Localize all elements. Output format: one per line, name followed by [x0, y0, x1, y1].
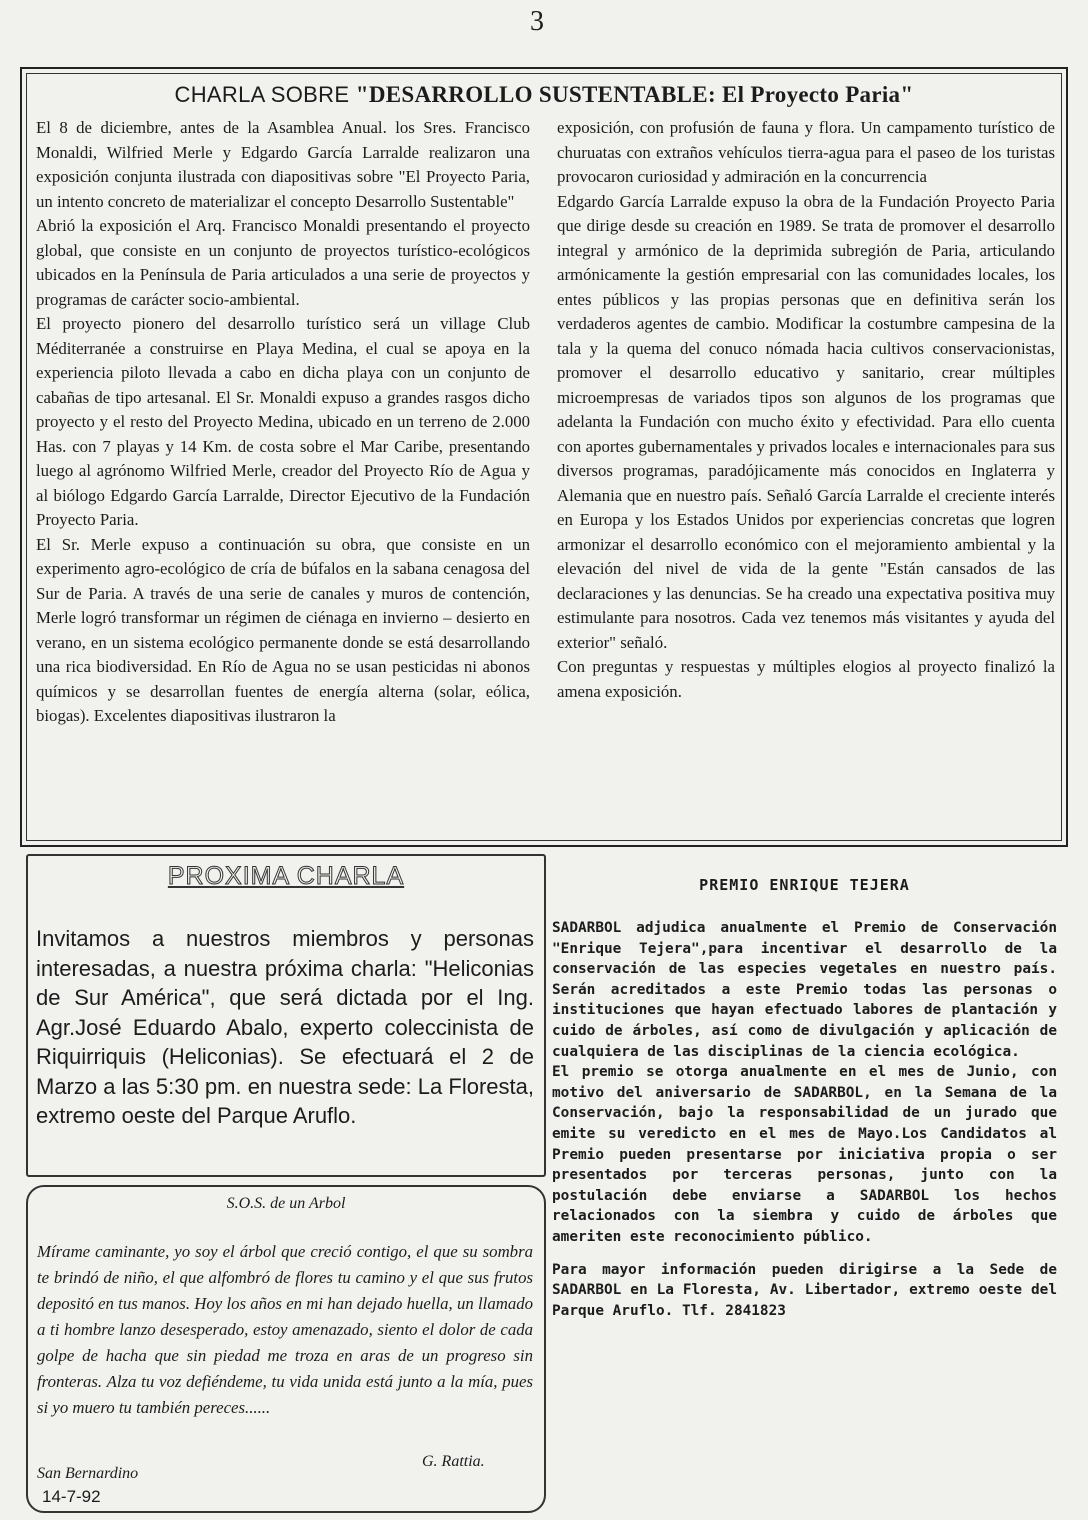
article-paragraph: El 8 de diciembre, antes de la Asamblea Anual. los Sres. Francisco Monaldi, Wilfried Merle y Edgardo García Larralde realizaron una exposición conjunta ilustrada con diapositivas sobre "El Proyecto Paria, un intento concreto de materializar el concepto Desarrollo Sustentable" — [36, 118, 530, 211]
premio-paragraph: SADARBOL adjudica anualmente el Premio de Conservación "Enrique Tejera",para incentivar el desarrollo de la conservación de las especies vegetales en nuestro país. Serán acreditados a este Premio todas las personas o instituciones que hayan efectuado labores de plantación y cuido de árboles, así como de divulgación y aplicación de cualquiera de las disciplinas de la ciencia ecológica. — [552, 920, 1057, 1060]
article-frame — [20, 67, 1068, 847]
poem-place: San Bernardino — [37, 1465, 139, 1482]
page-number: 3 — [530, 6, 544, 37]
poem-title: S.O.S. de un Arbol — [226, 1195, 346, 1212]
poem-author: G. Rattia. — [422, 1453, 485, 1470]
premio-contact: Para mayor información pueden dirigirse a la Sede de SADARBOL en La Floresta, Av. Libertador, extremo oeste del Parque Aruflo. Tlf. 2841823 — [552, 1261, 1057, 1319]
article-inner-frame — [26, 73, 1062, 841]
proxima-charla-box — [26, 854, 546, 1177]
article-title-main: "DESARROLLO SUSTENTABLE: El Proyecto Paria" — [355, 82, 914, 107]
article-paragraph: El proyecto pionero del desarrollo turístico será un village Club Méditerranée a construirse en Playa Medina, el cual se apoya en la experiencia piloto llevada a cabo en dicha playa con un conjunto de cabañas de tipo artesanal. El Sr. Monaldi expuso a grandes rasgos dicho proyecto y el resto del Proyecto Medina, ubicado en un terreno de 2.000 Has. con 7 playas y 14 Km. de costa sobre el Mar Caribe, presentando luego al agrónomo Wilfried Merle, creador del Proyecto Río de Agua y al biólogo Edgardo García Larralde, Director Ejecutivo de la Fundación Proyecto Paria. — [36, 314, 530, 529]
article-title-prefix: CHARLA SOBRE — [174, 82, 350, 107]
premio-paragraph: El premio se otorga anualmente en el mes de Junio, con motivo del aniversario de SADARBOL, en la Semana de la Conservación, bajo la responsabilidad de un jurado que emite su veredicto en el mes de Mayo.Los Candidatos al Premio pueden presentarse por iniciativa propia o ser presentados por terceras personas, junto con la postulación debe enviarse a SADARBOL los hechos relacionados con la siembra y cuido de árboles que ameriten este reconocimiento público. — [552, 1064, 1057, 1245]
proxima-charla-text: Invitamos a nuestros miembros y personas interesadas, a nuestra próxima charla: "Heliconias de Sur América", que será dictada por el Ing. Agr.José Eduardo Abalo, experto coleccinista de Riquirriquis (Heliconias). Se efectuará el 2 de Marzo a las 5:30 pm. en nuestra sede: La Floresta, extremo oeste del Parque Aruflo. — [36, 926, 534, 1128]
premio-title: PREMIO ENRIQUE TEJERA — [699, 876, 910, 894]
proxima-charla-heading: PROXIMA CHARLA — [167, 862, 405, 890]
poem-box — [26, 1185, 546, 1513]
article-paragraph: Edgardo García Larralde expuso la obra de la Fundación Proyecto Paria que dirige desde su creación en 1989. Se trata de promover el desarrollo integral y armónico de la deprimida subregión de Paria, articulando armónicamente la gestión empresarial con las comunidades locales, los entes públicos y las propias personas que en definitiva serán los verdaderos agentes de cambio. Modificar la costumbre campesina de la tala y la quema del conuco nómada hacia cultivos conservacionistas, promover el desarrollo educativo y sanitario, crear múltiples microempresas de variados tipos son algunos de los programas que adelanta la Fundación con mucho éxito y efectividad. Para ello cuenta con aportes gubernamentales y privados locales e internacionales para sus diversos programas, paradójicamente más conocidos en Inglaterra y Alemania que en nuestro país. Señaló García Larralde el creciente interés en Europa y los Estados Unidos por experiencias concretas que logren armonizar el desarrollo económico con el mejoramiento ambiental y la elevación del nivel de vida de la gente "Están cansados de las declaraciones y las denuncias. Se ha creado una expectativa positiva muy estimulante para nosotros. Cada vez tenemos más visitantes y ayuda del exterior" señaló. — [557, 191, 1055, 652]
article-left-column — [36, 116, 530, 729]
premio-section — [552, 870, 1057, 1490]
poem-text: Mírame caminante, yo soy el árbol que creció contigo, el que su sombra te brindó de niño, el que alfombró de flores tu camino y el que sus frutos depositó en tus manos. Hoy los años en mi han dejado huella, un llamado a ti hombre lanzo desesperado, estoy amenazado, siento el dolor de cada golpe de hacha que sin piedad me troza en aras de un progreso sin fronteras. Alza tu voz defiéndeme, tu vida unida está junto a la mía, pues si yo muero tu también pereces...... — [37, 1242, 533, 1417]
article-paragraph: exposición, con profusión de fauna y flora. Un campamento turístico de churuatas con extraños vehículos tierra-agua para el paseo de los turistas provocaron curiosidad y admiración en la concurrencia — [557, 118, 1055, 186]
article-paragraph: El Sr. Merle expuso a continuación su obra, que consiste en un experimento agro-ecológico de cría de búfalos en la sabana cenagosa del Sur de Paria. A través de una serie de canales y muros de contención, Merle logró transformar un régimen de ciénaga en invierno – desierto en verano, en un sistema ecológico permanente donde se está desarrollando una rica biodiversidad. En Río de Agua no se usan pesticidas ni abonos químicos y se desarrollan fuentes de energía alterna (solar, eólica, biogas). Excelentes diapositivas ilustraron la — [36, 534, 530, 725]
article-paragraph: Con preguntas y respuestas y múltiples elogios al proyecto finalizó la amena exposición. — [557, 657, 1055, 701]
article-title — [27, 82, 1061, 108]
article-right-column — [557, 116, 1055, 704]
poem-date: 14-7-92 — [42, 1487, 101, 1506]
article-paragraph: Abrió la exposición el Arq. Francisco Monaldi presentando el proyecto global, que consiste en un conjunto de proyectos turístico-ecológicos ubicados en la Península de Paria articulados a una serie de proyectos y programas de carácter socio-ambiental. — [36, 216, 530, 309]
